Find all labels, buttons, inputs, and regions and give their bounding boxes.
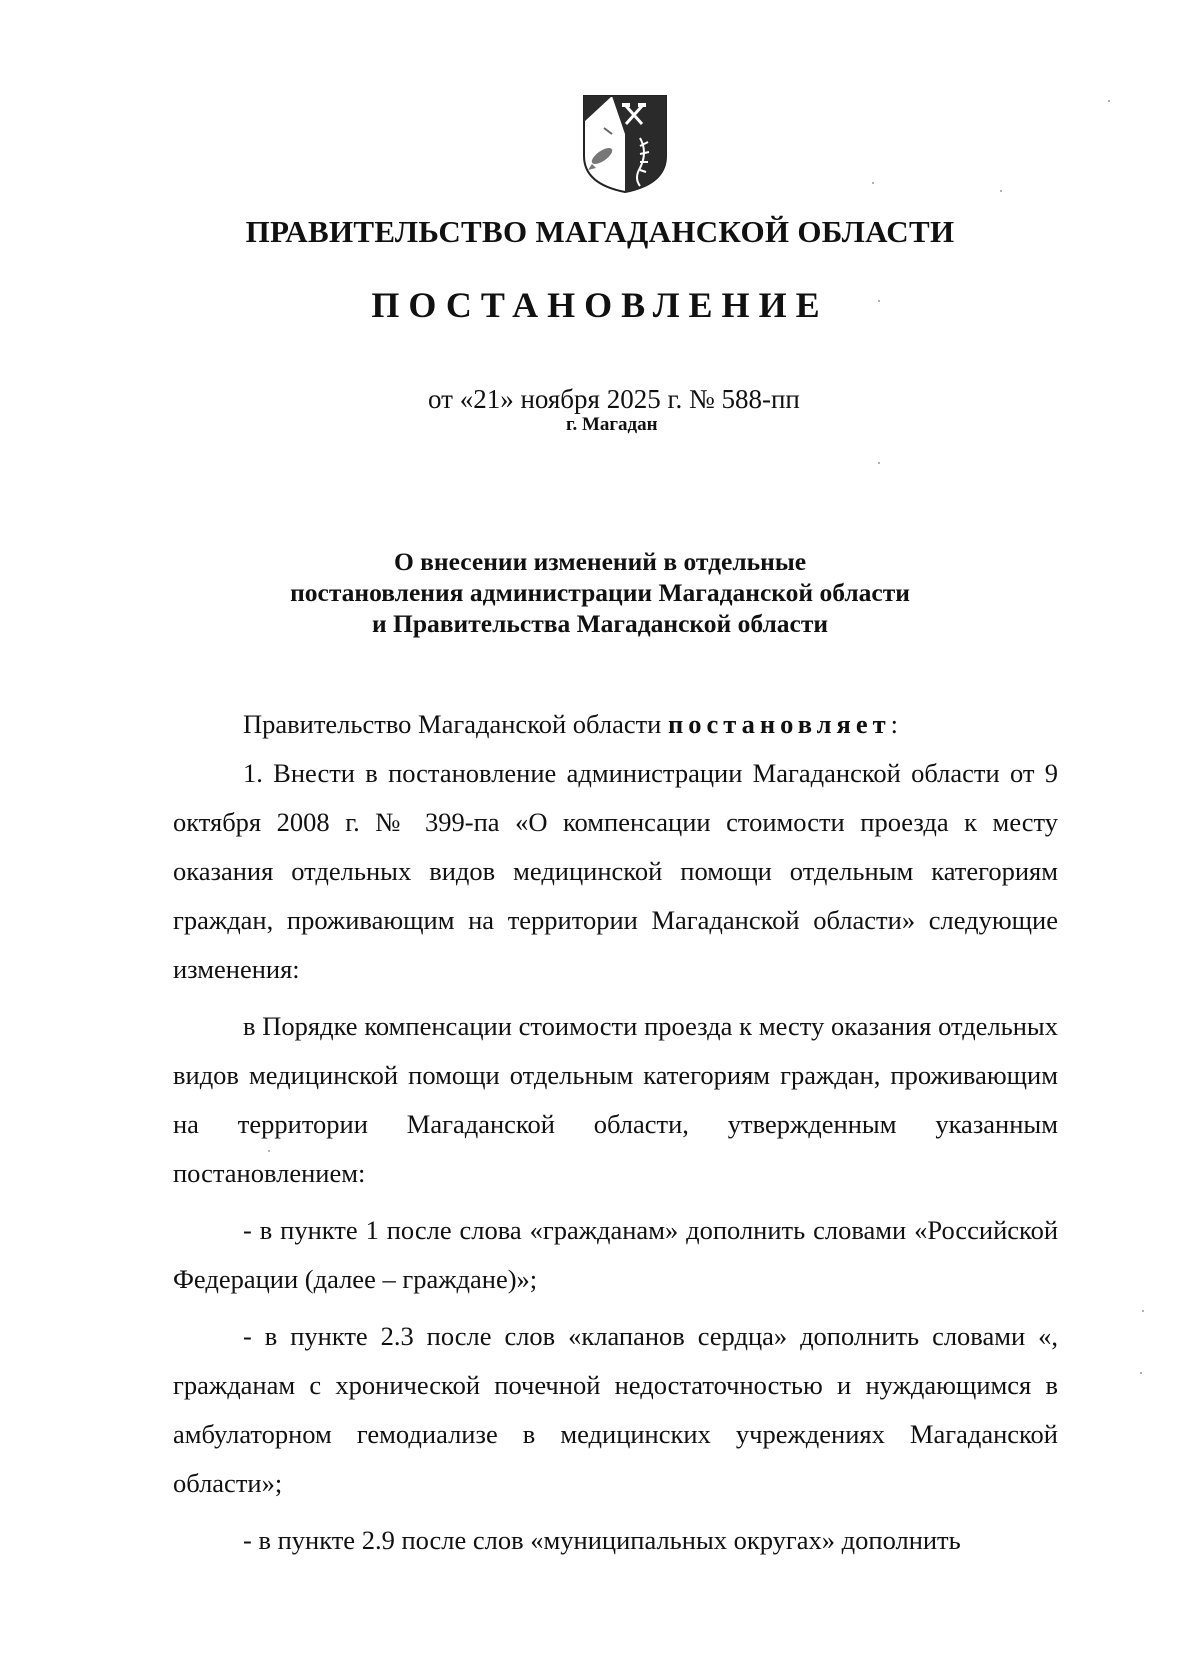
document-subject bbox=[0, 546, 1200, 639]
scan-speck bbox=[1000, 190, 1002, 192]
scan-speck bbox=[878, 300, 880, 302]
scan-speck bbox=[1142, 1310, 1144, 1312]
item-1-paragraph: 1. Внести в постановление администрации Магаданской области от 9 октября 2008 г. № 399-па «О компенсации стоимости проезда к месту оказания отдельных видов медицинской помощи отдельным категориям граждан, проживающим на территории Магаданской области» следующие изменения: bbox=[173, 758, 1058, 984]
coat-of-arms-icon bbox=[582, 94, 668, 194]
scan-speck bbox=[872, 182, 874, 184]
document-type-heading: ПОСТАНОВЛЕНИЕ bbox=[371, 285, 829, 325]
scan-speck bbox=[1140, 1372, 1142, 1374]
preamble-verb: постановляет bbox=[667, 709, 891, 739]
document-date-number: от «21» ноября 2025 г. № 588-пп bbox=[428, 384, 800, 414]
scan-speck bbox=[268, 1150, 270, 1152]
document-city: г. Магадан bbox=[566, 414, 658, 435]
item-1-intro-paragraph: в Порядке компенсации стоимости проезда к месту оказания отдельных видов медицинской помощи отдельным категориям граждан, проживающим на территории Магаданской области, утвержденным указанным постановлением: bbox=[173, 1011, 1058, 1188]
organization-title: ПРАВИТЕЛЬСТВО МАГАДАНСКОЙ ОБЛАСТИ bbox=[245, 214, 955, 249]
preamble-colon: : bbox=[890, 709, 899, 739]
scan-speck bbox=[1108, 100, 1110, 102]
subject-line: и Правительства Магаданской области bbox=[371, 609, 829, 638]
preamble-lead: Правительство Магаданской области bbox=[243, 709, 668, 739]
subject-line: О внесении изменений в отдельные bbox=[393, 547, 807, 576]
scan-speck bbox=[878, 462, 880, 464]
document-body bbox=[173, 700, 1058, 1565]
preamble-paragraph bbox=[173, 700, 1058, 749]
change-3-paragraph: - в пункте 2.9 после слов «муниципальных округах» дополнить bbox=[243, 1525, 961, 1555]
change-2-paragraph: - в пункте 2.3 после слов «клапанов сердца» дополнить словами «, гражданам с хронической почечной недостаточностью и нуждающимся в амбулаторном гемодиализе в медицинских учреждениях Магаданской области»; bbox=[173, 1321, 1058, 1498]
subject-line: постановления администрации Магаданской области bbox=[290, 578, 910, 607]
change-1-paragraph: - в пункте 1 после слова «гражданам» дополнить словами «Российской Федерации (далее – граждане)»; bbox=[173, 1215, 1058, 1294]
